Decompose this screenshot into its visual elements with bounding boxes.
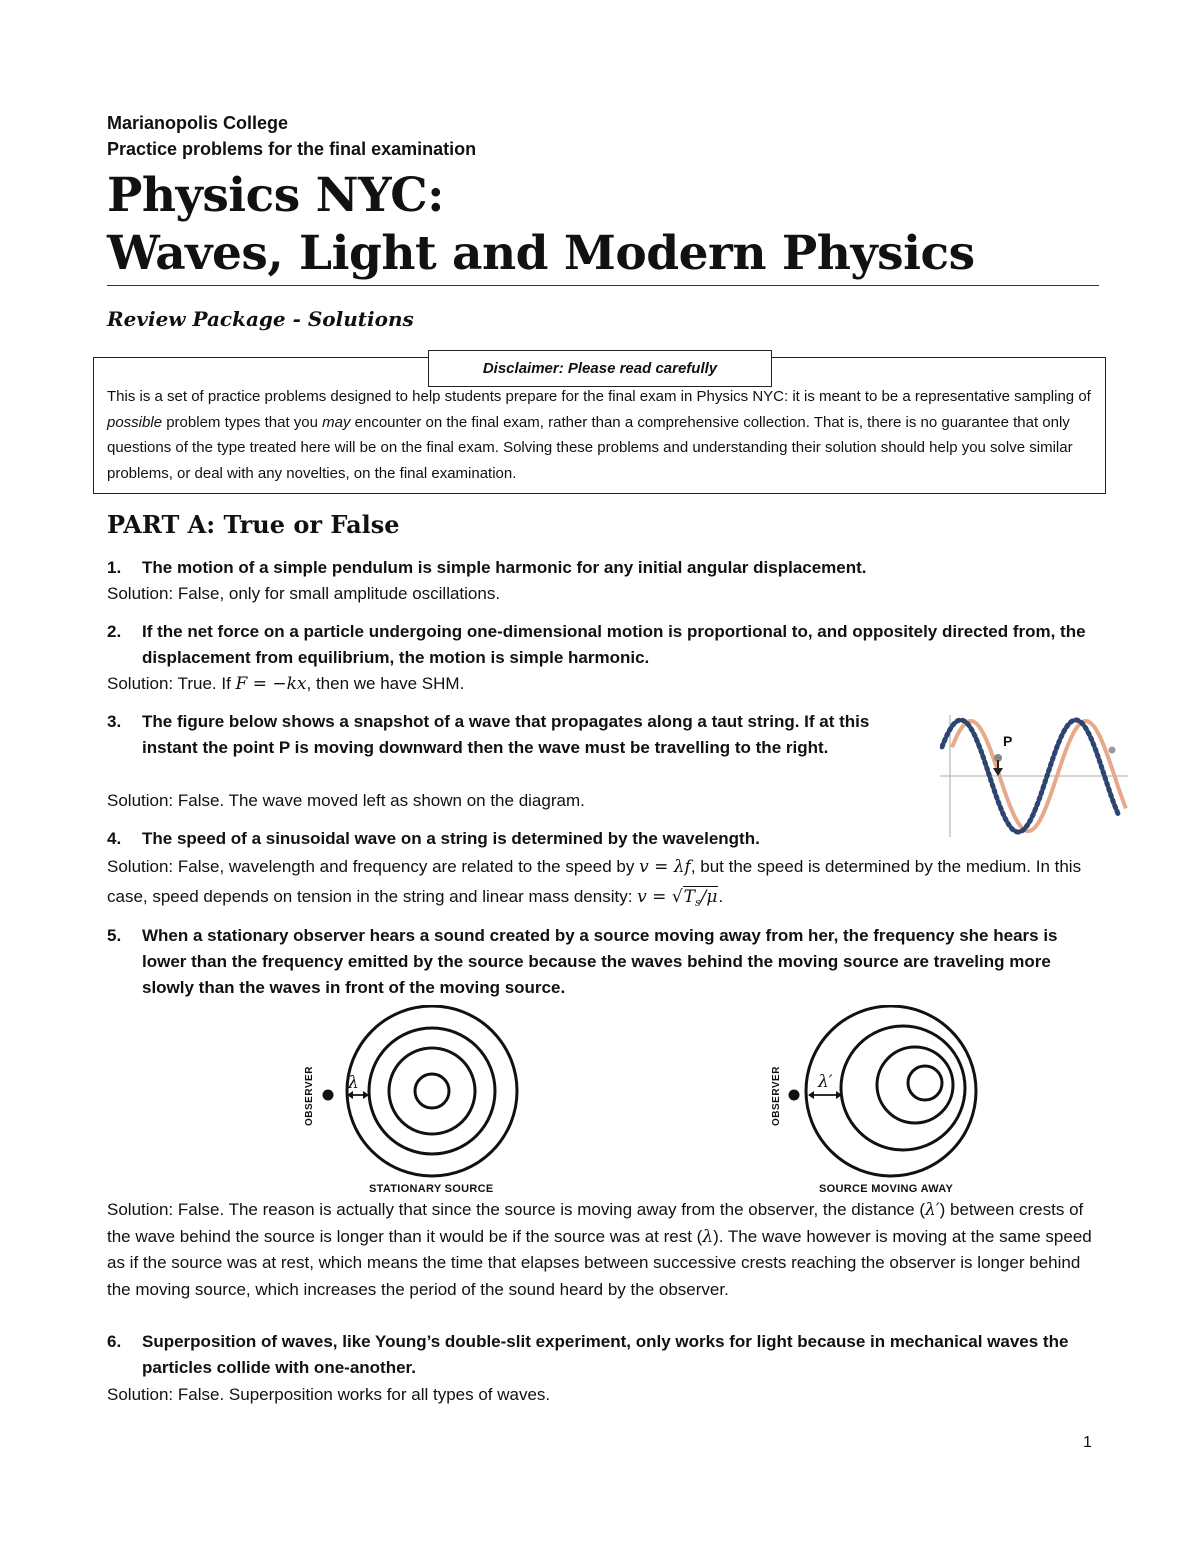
wavefront-circle [389,1048,475,1134]
subtitle: Review Package - Solutions [107,307,414,331]
observer-label-right: OBSERVER [771,1066,782,1126]
disclaimer-text: This is a set of practice problems designed to help students prepare for the final exam in Physics NYC: it is meant to be a representative sampling of possible problem types that you may encounter on the final exam, rather than a comprehensive collection. That is, there is no guarantee that only questions of the type treated here will be on the final exam. Solving these problems and understanding their solution should help you solve similar problems, or deal with any novelties, on the final examination. [107,388,1091,482]
disclaimer-label: Disclaimer: Please read carefully [428,350,772,387]
wavelength-symbol: λ [348,1073,359,1093]
page-title-line2: Waves, Light and Modern Physics [107,226,975,281]
question-3: 3. The figure below shows a snapshot of a wave that propagates along a taut string. If at this instant the point P is moving downward then the wave must be travelling to the right. [107,712,870,757]
moving-source-diagram [770,1005,990,1195]
question-6: 6. Superposition of waves, like Young’s double-slit experiment, only works for light because in mechanical waves the particles collide with one-another. [107,1332,1069,1377]
reference-dot [1109,747,1116,754]
question-5: 5. When a stationary observer hears a sound created by a source moving away from her, the frequency she hears is lower than the frequency emitted by the source because the waves behind the moving source are traveling more slowly than the waves in front of the moving source. [107,926,1058,997]
observer-dot [323,1090,334,1101]
solution-1: Solution: False, only for small amplitude oscillations. [107,584,501,603]
down-arrow-icon [993,768,1003,776]
solution-2: Solution: True. If F = −kx, then we have SHM. [107,674,465,694]
wavefront-circle [347,1006,517,1176]
solution-5: Solution: False. The reason is actually that since the source is moving away from the observer, the distance (λ′) between crests of the wave behind the source is longer than it would be if the source was at rest (λ). The wave however is moving at the same speed as if the source was at rest, which means the time that elapses between successive crests reaching the observer is longer behind the moving source, which increases the period of the sound heard by the observer. [107,1200,1092,1299]
solution-6: Solution: False. Superposition works for all types of waves. [107,1385,551,1404]
wavefront-circle [841,1026,965,1150]
question-1: 1. The motion of a simple pendulum is simple harmonic for any initial angular displacement. [107,558,867,577]
page-number: 1 [1083,1434,1092,1451]
source-circle [415,1074,449,1108]
page-title-line1: Physics NYC: [107,168,445,223]
observer-label-left: OBSERVER [304,1066,315,1126]
moving-source-caption: SOURCE MOVING AWAY [819,1183,954,1195]
source-circle [908,1066,942,1100]
solution-4: Solution: False, wavelength and frequency are related to the speed by v = λf, but the speed is determined by the medium. In this case, speed depends on tension in the string and linear mass density: $v = √T_s/\mu$. [107,857,1082,910]
observer-dot [789,1090,800,1101]
institution-name: Marianopolis College [107,113,289,133]
stationary-source-diagram [300,1005,530,1195]
question-2: 2. If the net force on a particle undergoing one-dimensional motion is proportional to, and oppositely directed from, the displacement from equilibrium, the motion is simple harmonic. [107,622,1086,667]
solution-3: Solution: False. The wave moved left as shown on the diagram. [107,791,585,810]
point-p-label: P [1003,733,1013,749]
title-rule [107,285,1099,286]
wavelength-prime-symbol: λ′ [818,1072,833,1092]
question-4: 4. The speed of a sinusoidal wave on a string is determined by the wavelength. [107,829,760,848]
arrow-left-icon [808,1091,814,1099]
wave-snapshot-figure [940,712,1130,842]
stationary-source-caption: STATIONARY SOURCE [369,1183,494,1195]
course-line: Practice problems for the final examination [107,139,477,159]
part-a-heading: PART A: True or False [107,510,400,539]
